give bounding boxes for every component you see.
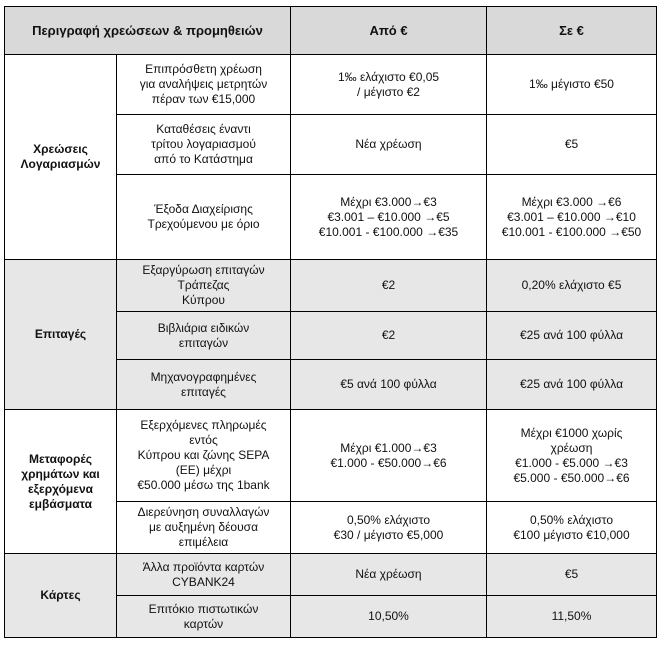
table-row bbox=[5, 55, 657, 115]
fee-from: €2 bbox=[291, 260, 487, 312]
fee-from: 10,50% bbox=[291, 596, 487, 638]
table-row bbox=[5, 554, 657, 596]
fee-description: Επιτόκιο πιστωτικών καρτών bbox=[117, 596, 291, 638]
table-row bbox=[5, 410, 657, 502]
fee-to: Μέχρι €1000 χωρίς χρέωση €1.000 - €5.000 →€3 €5.000 - €50.000→€6 bbox=[487, 410, 657, 502]
fee-to: 0,50% ελάχιστο €100 μέγιστο €10,000 bbox=[487, 502, 657, 554]
fee-to: €5 bbox=[487, 115, 657, 175]
fee-description: Έξοδα Διαχείρισης Τρεχούμενου με όριο bbox=[117, 175, 291, 260]
header-description: Περιγραφή χρεώσεων & προμηθειών bbox=[5, 7, 291, 55]
header-from: Από € bbox=[291, 7, 487, 55]
fee-description: Διερεύνηση συναλλαγών με αυξημένη δέουσα επιμέλεια bbox=[117, 502, 291, 554]
fee-description: Βιβλιάρια ειδικών επιταγών bbox=[117, 312, 291, 360]
table-row bbox=[5, 260, 657, 312]
fee-from: €2 bbox=[291, 312, 487, 360]
fee-from: 1‰ ελάχιστο €0,05 / μέγιστο €2 bbox=[291, 55, 487, 115]
category-cards: Κάρτες bbox=[5, 554, 117, 638]
fee-to: €25 ανά 100 φύλλα bbox=[487, 312, 657, 360]
fee-from: Νέα χρέωση bbox=[291, 115, 487, 175]
fee-to: €25 ανά 100 φύλλα bbox=[487, 360, 657, 410]
fee-from: Μέχρι €3.000→€3 €3.001 – €10.000 →€5 €10.001 - €100.000 →€35 bbox=[291, 175, 487, 260]
fee-to: 0,20% ελάχιστο €5 bbox=[487, 260, 657, 312]
fee-description: Άλλα προϊόντα καρτών CYBANK24 bbox=[117, 554, 291, 596]
category-cheques: Επιταγές bbox=[5, 260, 117, 410]
fee-from: Νέα χρέωση bbox=[291, 554, 487, 596]
fee-description: Μηχανογραφημένες επιταγές bbox=[117, 360, 291, 410]
fee-to: 11,50% bbox=[487, 596, 657, 638]
fee-to: 1‰ μέγιστο €50 bbox=[487, 55, 657, 115]
fee-description: Εξαργύρωση επιταγών Τράπεζας Κύπρου bbox=[117, 260, 291, 312]
category-transfers: Μεταφορές χρημάτων και εξερχόμενα εμβάσματα bbox=[5, 410, 117, 554]
header-row bbox=[5, 7, 657, 55]
fee-to: Μέχρι €3.000 →€6 €3.001 – €10.000 →€10 €10.001 - €100.000 →€50 bbox=[487, 175, 657, 260]
fee-description: Καταθέσεις έναντι τρίτου λογαριασμού από το Κατάστημα bbox=[117, 115, 291, 175]
fee-from: 0,50% ελάχιστο €30 / μέγιστο €5,000 bbox=[291, 502, 487, 554]
fee-description: Εξερχόμενες πληρωμές εντός Κύπρου και ζώνης SEPA (ΕΕ) μέχρι €50.000 μέσω της 1bank bbox=[117, 410, 291, 502]
fee-from: €5 ανά 100 φύλλα bbox=[291, 360, 487, 410]
fee-to: €5 bbox=[487, 554, 657, 596]
fees-table bbox=[4, 6, 657, 638]
category-account-charges: Χρεώσεις Λογαριασμών bbox=[5, 55, 117, 260]
fee-from: Μέχρι €1.000→€3 €1.000 - €50.000→€6 bbox=[291, 410, 487, 502]
header-to: Σε € bbox=[487, 7, 657, 55]
fee-description: Επιπρόσθετη χρέωση για αναλήψεις μετρητών πέραν των €15,000 bbox=[117, 55, 291, 115]
